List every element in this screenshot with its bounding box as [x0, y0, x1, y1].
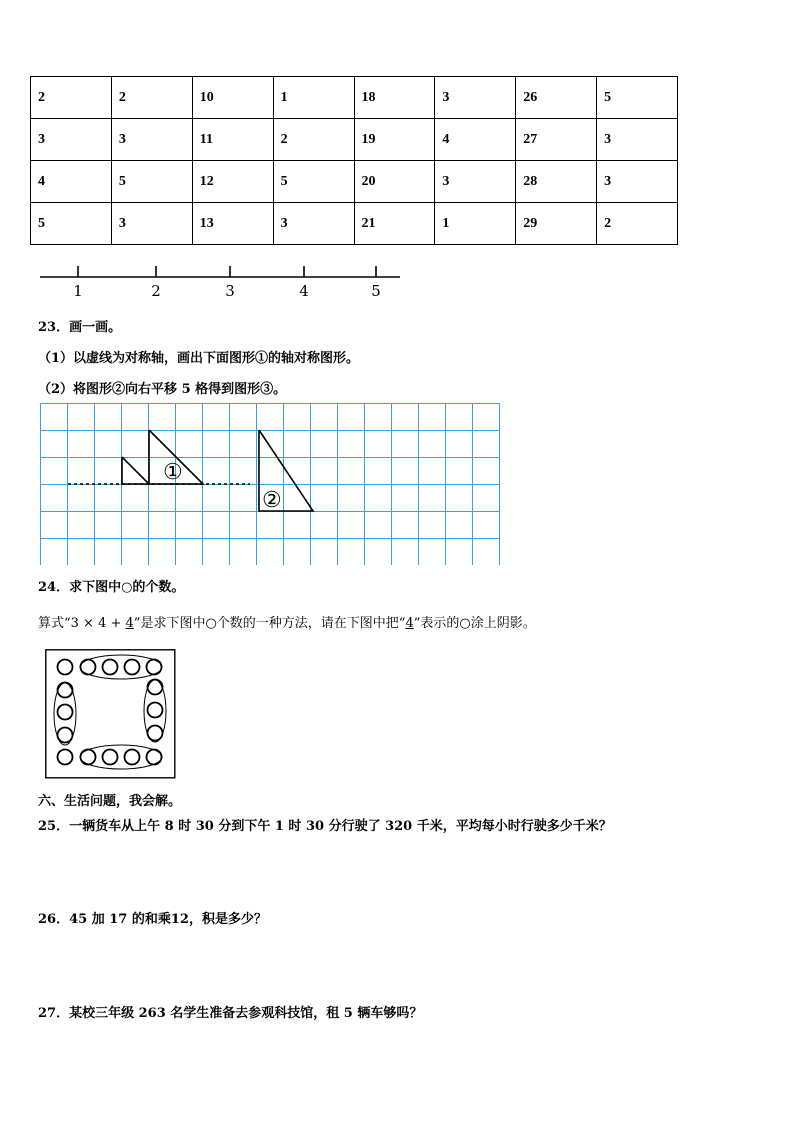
table-cell: 26	[516, 77, 597, 119]
number-line-label: 1	[73, 282, 83, 300]
table-cell: 5	[31, 203, 112, 245]
table-cell: 21	[354, 203, 435, 245]
table-cell: 2	[111, 77, 192, 119]
small-circle	[125, 750, 140, 765]
table-cell: 3	[31, 119, 112, 161]
table-cell: 12	[192, 161, 273, 203]
table-cell: 3	[597, 161, 678, 203]
small-circle	[147, 750, 162, 765]
section-6-title: 六、生活问题，我会解。	[38, 794, 182, 809]
bottom-group-ellipse	[80, 745, 162, 769]
small-circle	[58, 750, 73, 765]
small-circle	[148, 680, 163, 695]
small-circle	[58, 683, 73, 698]
table-cell: 11	[192, 119, 273, 161]
table-cell: 3	[435, 77, 516, 119]
small-circle	[81, 660, 96, 675]
q23-part2: （2）将图形②向右平移 5 格得到图形③。	[38, 382, 287, 397]
small-triangle	[122, 457, 149, 484]
top-group-ellipse	[80, 655, 162, 679]
small-circle	[103, 750, 118, 765]
table-row	[31, 77, 678, 119]
table-cell: 20	[354, 161, 435, 203]
q26-text: 26．45 加 17 的和乘12，积是多少？	[38, 912, 267, 927]
small-circle	[58, 705, 73, 720]
q24-circle-figure	[45, 649, 176, 780]
table-cell: 27	[516, 119, 597, 161]
number-line-label: 5	[371, 282, 381, 300]
table-cell: 5	[111, 161, 192, 203]
small-circle	[103, 660, 118, 675]
q24-underlined-4: 4	[125, 616, 134, 631]
data-table	[30, 76, 678, 245]
number-line-label: 3	[225, 282, 235, 300]
table-row	[31, 119, 678, 161]
small-circle	[81, 750, 96, 765]
table-cell: 2	[273, 119, 354, 161]
table-cell: 19	[354, 119, 435, 161]
q23-part1: （1）以虚线为对称轴，画出下面图形①的轴对称图形。	[38, 351, 360, 366]
table-cell: 5	[597, 77, 678, 119]
q27-text: 27．某校三年级 263 名学生准备去参观科技馆，租 5 辆车够吗？	[38, 1006, 423, 1021]
number-line-label: 4	[299, 282, 309, 300]
shape-2-label: ②	[262, 488, 282, 513]
table-row	[31, 161, 678, 203]
table-cell: 3	[273, 203, 354, 245]
table-cell: 2	[31, 77, 112, 119]
table-cell: 4	[31, 161, 112, 203]
number-line	[38, 262, 402, 304]
table-cell: 5	[273, 161, 354, 203]
shape-1-label: ①	[163, 460, 183, 485]
table-cell: 29	[516, 203, 597, 245]
table-cell: 3	[597, 119, 678, 161]
table-cell: 3	[111, 203, 192, 245]
table-cell: 4	[435, 119, 516, 161]
table-cell: 2	[597, 203, 678, 245]
table-cell: 13	[192, 203, 273, 245]
table-cell: 1	[273, 77, 354, 119]
table-cell: 28	[516, 161, 597, 203]
small-circle	[147, 660, 162, 675]
small-circle	[125, 660, 140, 675]
table-cell: 10	[192, 77, 273, 119]
small-circle	[148, 703, 163, 718]
table-cell: 18	[354, 77, 435, 119]
table-cell: 3	[111, 119, 192, 161]
figure-frame	[46, 650, 175, 778]
q25-text: 25．一辆货车从上午 8 时 30 分到下午 1 时 30 分行驶了 320 千米，平均每小时行驶多少千米？	[38, 819, 612, 834]
table-cell: 1	[435, 203, 516, 245]
q24-underlined-4b: 4	[405, 616, 414, 631]
q24-instruction: 算式“3 × 4 + 4”是求下图中○个数的一种方法，请在下图中把“4”表示的○涂上阴影。	[38, 616, 536, 631]
q23-grid-figure	[40, 403, 506, 565]
small-circle	[58, 728, 73, 743]
q23-title: 23．画一画。	[38, 320, 122, 335]
table-cell: 3	[435, 161, 516, 203]
table-row	[31, 203, 678, 245]
number-line-label: 2	[151, 282, 161, 300]
small-circle	[58, 660, 73, 675]
q24-title: 24．求下图中○的个数。	[38, 580, 185, 595]
